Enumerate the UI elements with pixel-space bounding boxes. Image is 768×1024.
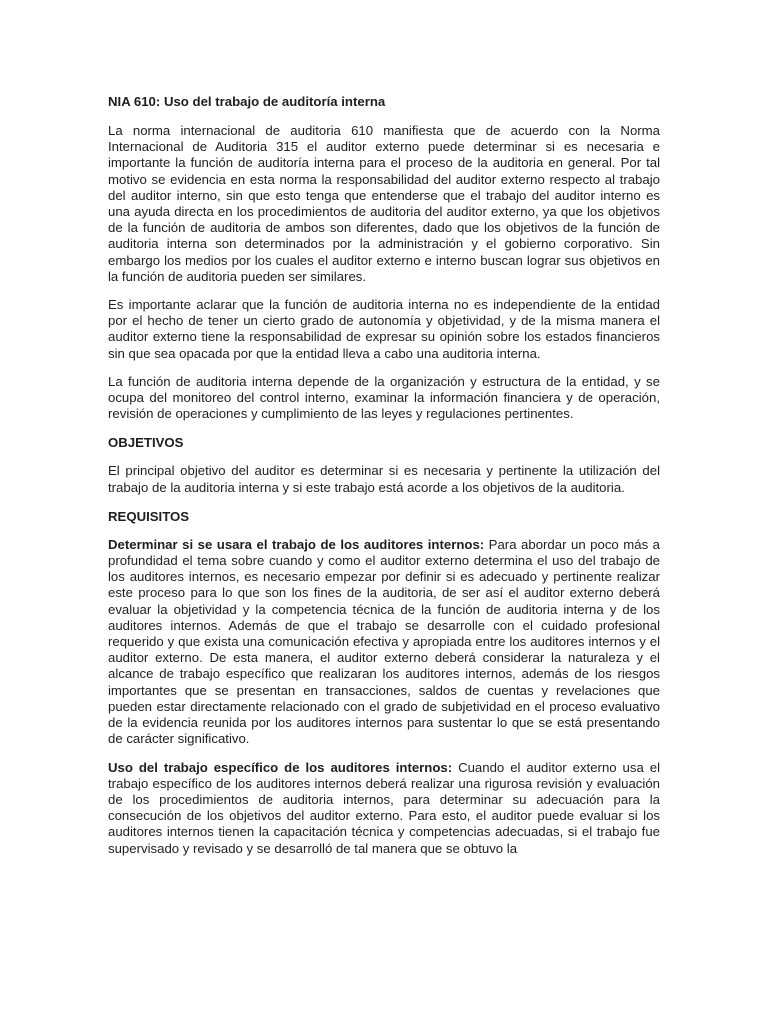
document-title: NIA 610: Uso del trabajo de auditoría interna (108, 94, 386, 109)
requisito-1-paragraph (108, 537, 660, 748)
autonomy-paragraph: Es importante aclarar que la función de auditoria interna no es independiente de la entidad por el hecho de tener un cierto grado de autonomía y objetividad, y de la misma manera el auditor externo tiene la responsabilidad de expresar su opinión sobre los estados financieros sin que sea opacada por que la entidad lleva a cabo una auditoria interna. (108, 297, 660, 361)
internal-audit-paragraph: La función de auditoria interna depende de la organización y estructura de la entidad, y se ocupa del monitoreo del control interno, examinar la información financiera y de operación, revisión de operaciones y cumplimiento de las leyes y regulaciones pertinentes. (108, 373, 660, 422)
requisito-2-lead: Uso del trabajo específico de los auditores internos: (108, 759, 453, 775)
requisito-1-text: Para abordar un poco más a profundidad el tema sobre cuando y como el auditor externo determina el uso del trabajo de los auditores internos, es necesario empezar por definir si es adecuado y pertinente realizar este proceso para lo que son los fines de la auditoria, de ser así el auditor externo deberá evaluar la objetividad y la competencia técnica de la función de auditoria interna y de los auditores internos. Además de que el trabajo se desarrolle con el cuidado profesional requerido y que exista una comunicación efectiva y apropiada entre los auditores internos y el auditor externo. De esta manera, el auditor externo deberá considerar la naturaleza y el alcance de trabajo específico que realizaran los auditores internos, además de los riesgos importantes que se presentan en transacciones, saldos de cuentas y revelaciones que pueden estar directamente relacionado con el grado de subjetividad en el proceso evaluativo de la evidencia reunida por los auditores internos para sustentar lo que se está presentando de carácter significativo. (108, 536, 660, 747)
objetivos-heading: OBJETIVOS (108, 435, 184, 451)
requisito-2-paragraph (108, 760, 660, 873)
objetivos-paragraph: El principal objetivo del auditor es determinar si es necesaria y pertinente la utilización del trabajo de la auditoria interna y si este trabajo está acorde a los objetivos de la auditoria. (108, 463, 660, 495)
intro-paragraph: La norma internacional de auditoria 610 manifiesta que de acuerdo con la Norma Internacional de Auditoria 315 el auditor externo puede determinar si es necesaria e importante la función de auditoría interna para el proceso de la auditoria en general. Por tal motivo se evidencia en esta norma la responsabilidad del auditor externo respecto al trabajo del auditor interno, sin que esto tenga que entenderse que el trabajo del auditor interno es una ayuda directa en los procedimientos de auditoria del auditor externo, ya que los objetivos de la función de auditoria de ambos son diferentes, dado que los objetivos de la función de auditoria interna son determinados por la administración y el gobierno corporativo. Sin embargo los medios por los cuales el auditor externo e interno buscan lograr sus objetivos en la función de auditoria pueden ser similares. (108, 123, 660, 284)
requisito-1-lead: Determinar si se usara el trabajo de los auditores internos: (108, 536, 485, 552)
requisitos-heading: REQUISITOS (108, 508, 190, 524)
requisito-2-text: Cuando el auditor externo usa el trabajo específico de los auditores internos deberá realizar una rigurosa revisión y evaluación de los procedimientos de auditoria internos, para determinar su adecuación para la consecución de los objetivos del auditor externo. Para esto, el auditor puede evaluar si los auditores internos tienen la capacitación técnica y competencias adecuadas, si el trabajo fue supervisado y revisado y se desarrolló de tal manera que se obtuvo la (108, 759, 660, 856)
